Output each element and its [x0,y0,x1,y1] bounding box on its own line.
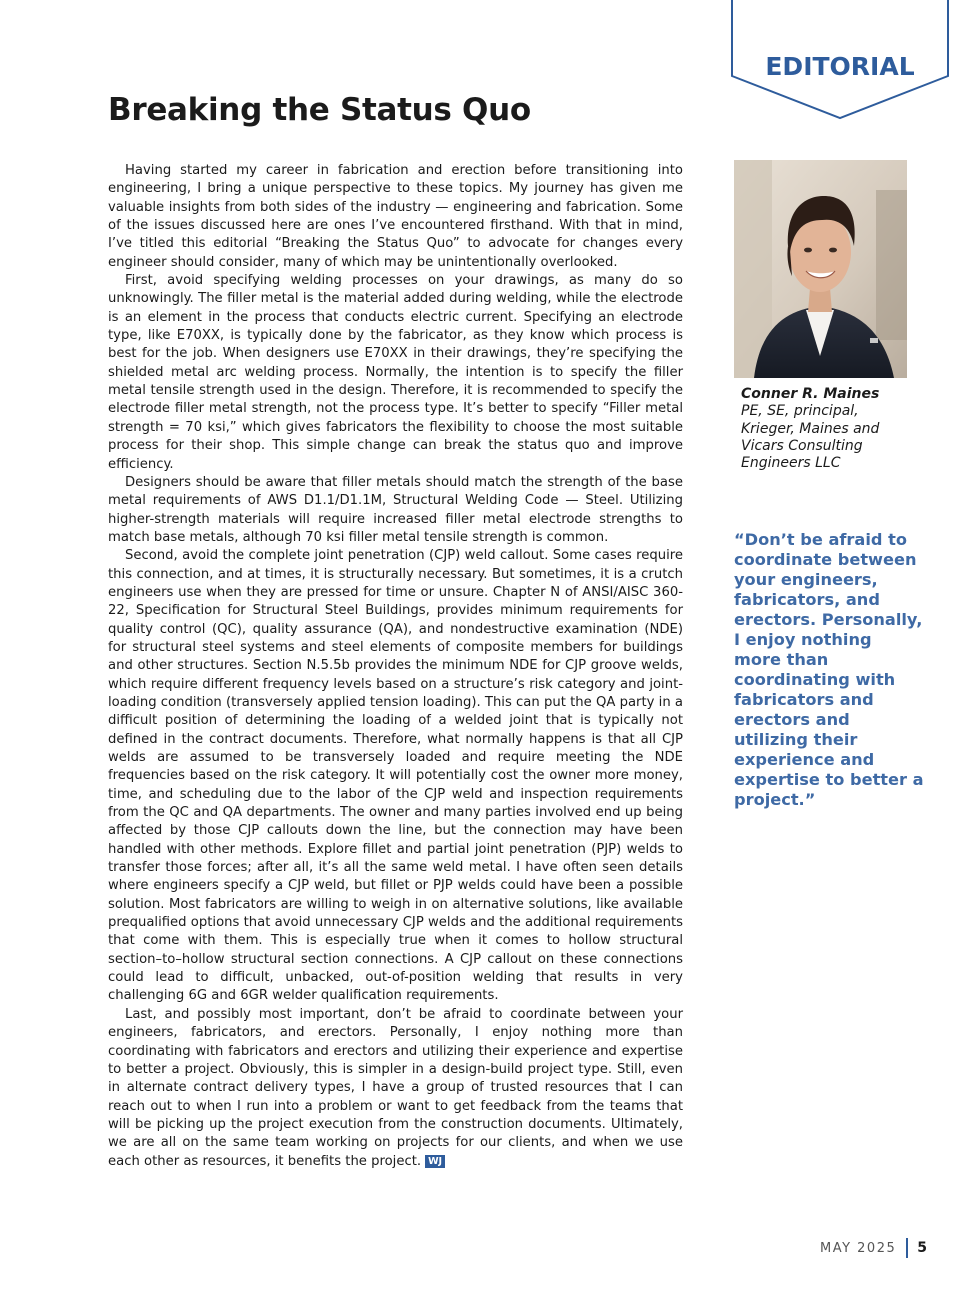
author-name: Conner R. Maines [741,386,880,402]
paragraph: First, avoid specifying welding processes on your drawings, as many do so unknowingly. The filler metal is the material added during welding, while the electrode is an element in the process that conducts electric current. Specifying an electrode type, like E70XX, is typically done by the fabricator, as they know which process is best for the job. When designers use E70XX in their drawings, they’re specifying the shielded metal arc welding process. Normally, the intention is to specify the filler metal tensile strength used in the design. Therefore, it is recommended to specify the electrode filler metal strength, not the process type. It’s better to specify “Filler metal strength = 70 ksi,” which gives fabricators the flexibility to choose the most suitable process for their shop. This simple change can break the status quo and improve efficiency. [108,273,683,472]
page-footer [820,1238,927,1258]
author-photo [734,160,907,378]
paragraph: Second, avoid the complete joint penetration (CJP) weld callout. Some cases require this connection, and at times, it is structurally necessary. But sometimes, it is a crutch engineers use when they are pressed for time or unsure. Chapter N of ANSI/AISC 360-22, Specification for Structural Steel Buildings, provides minimum requirements for quality control (QC), quality assurance (QA), and nondestructive examination (NDE) for structural steel systems and steel elements of composite members for buildings and other structures. Section N.5.5b provides the minimum NDE for CJP groove welds, which require different frequency levels based on a structure’s risk category and joint-loading condition (transversely applied tension loading). This can put the QA party in a difficult position of determining the loading of a welded joint that is typically not defined in the contract documents. Therefore, what normally happens is that all CJP welds are assumed to be transversely loaded and require meeting the NDE frequencies based on the risk category. It will potentially cost the owner more money, time, and scheduling due to the labor of the CJP weld and inspection requirements from the QC and QA departments. The owner and many parties involved end up being affected by those CJP callouts down the line, but the connection may have been handled with other methods. Explore fillet and partial joint penetration (PJP) welds to transfer those forces; after all, it’s all the same weld metal. I have often seen details where engineers specify a CJP weld, but fillet or PJP welds could have been a possible solution. Most fabricators are willing to weigh in on alternative solutions, like available prequalified options that avoid unnecessary CJP welds and the additional requirements that come with them. This is especially true when it comes to hollow structural section–to–hollow structural section connections. A CJP callout on these connections could lead to difficult, unbacked, out-of-position welding that results in very challenging 6G and 6GR welder qualification requirements. [108,548,683,1004]
author-role-line: Vicars Consulting [741,437,863,454]
paragraph: Designers should be aware that filler metals should match the strength of the base metal requirements of AWS D1.1/D1.1M, Structural Welding Code — Steel. Utilizing higher-strength materials will require increased filler metal electrode strengths to match base metals, although 70 ksi filler metal tensile strength is common. [108,474,683,545]
footer-divider [906,1238,908,1258]
pull-quote: “Don’t be afraid to coordinate between your engineers, fabricators, and erectors. Personally, I enjoy nothing more than coordinating with fabricators and erectors and utilizing their experience and expertise to better a project.” [734,530,924,809]
paragraph [108,1006,683,1171]
article-title: Breaking the Status Quo [108,92,531,128]
end-mark-icon: WJ [425,1155,445,1168]
article-body [108,162,683,1171]
section-tab [731,0,949,120]
section-label: EDITORIAL [765,52,915,81]
issue-date: MAY 2025 [819,1240,897,1256]
author-role-line: PE, SE, principal, [741,403,859,420]
paragraph: Having started my career in fabrication and erection before transitioning into engineering, I bring a unique perspective to these topics. My journey has given me valuable insights from both sides of the industry — engineering and fabrication. Some of the issues discussed here are ones I’ve encountered firsthand. With that in mind, I’ve titled this editorial “Breaking the Status Quo” to advocate for changes every engineer should consider, many of which may be unintentionally overlooked. [108,163,683,270]
paragraph-text: Last, and possibly most important, don’t be afraid to coordinate between your engineers, fabricators, and erectors. Personally, I enjoy nothing more than coordinating with fabricators and erectors and utilizing their experience and expertise to better a project. Obviously, this is simpler in a design-build project type. Still, even in alternate contract delivery types, I have a group of trusted resources that I can reach out to when I run into a problem or want to get feedback from the teams that will be picking up the project execution from the construction documents. Ultimately, we are all on the same team working on projects for our clients, and when we use each other as resources, it benefits the project. [108,1006,683,1169]
author-role-line: Engineers LLC [741,455,841,472]
page-number: 5 [917,1240,927,1256]
author-byline [741,386,911,472]
author-role-line: Krieger, Maines and [741,420,880,437]
